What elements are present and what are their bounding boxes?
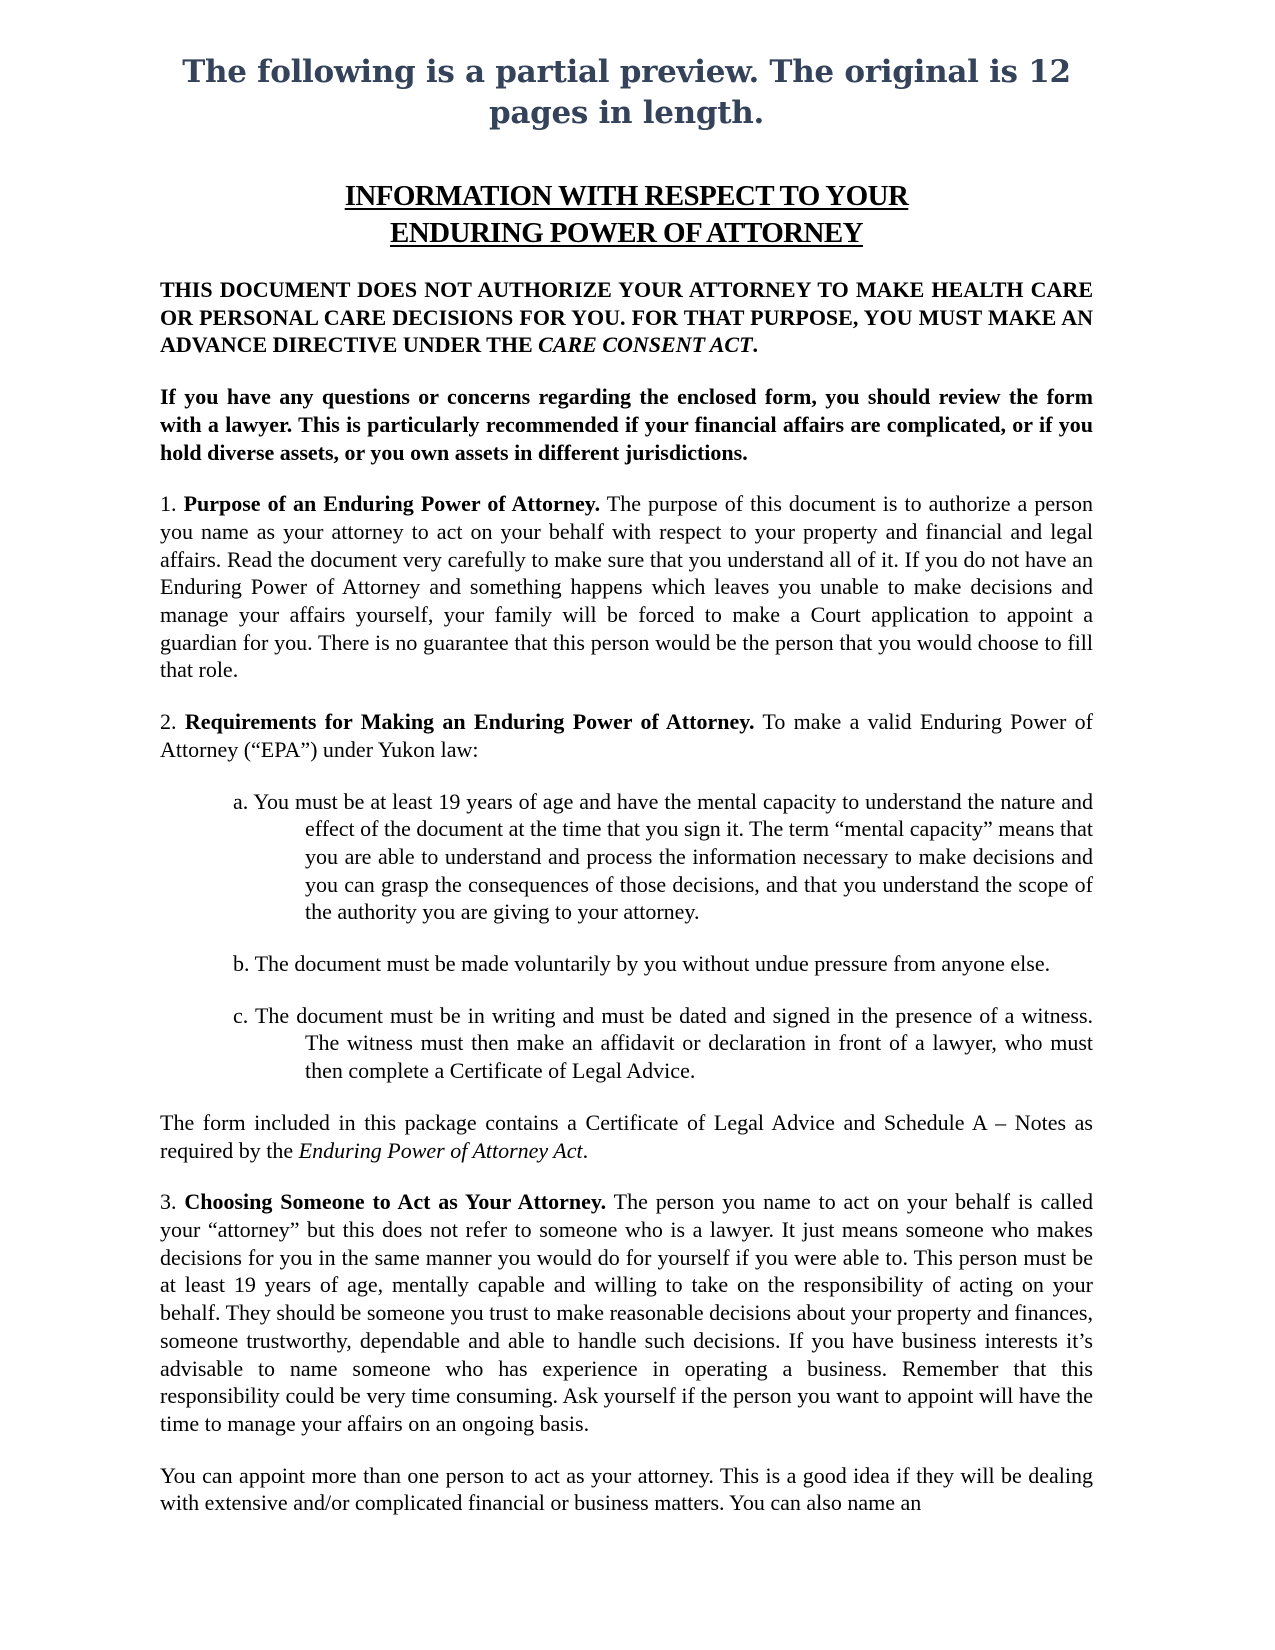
- document-heading-line-1: INFORMATION WITH RESPECT TO YOUR: [344, 180, 909, 212]
- section-1-text: The purpose of this document is to authorize a person you name as your attorney to act on your behalf with respect to your property and financial and legal affairs. Read the document very carefully to make sure that you understand all of it. If you do not have an Enduring Power of Attorney and something happens which leaves you unable to make decisions and manage your affairs yourself, your family will be forced to make a Court application to appoint a guardian for you. There is no guarantee that this person would be the person that you would choose to fill that role.: [160, 491, 1093, 683]
- warning-period: .: [752, 332, 759, 358]
- section-2-text: To make a valid Enduring Power of Attorney (“EPA”) under Yukon law:: [160, 709, 1093, 762]
- care-consent-act-reference: CARE CONSENT ACT: [538, 332, 753, 358]
- warning-notice: [160, 276, 1093, 359]
- epa-act-reference: Enduring Power of Attorney Act: [298, 1137, 583, 1163]
- requirement-text-b: The document must be made voluntarily by you without undue pressure from anyone else.: [254, 951, 1051, 977]
- requirement-text-c: The document must be in writing and must be dated and signed in the presence of a witness. The witness must then make an affidavit or declaration in front of a lawyer, who must then complete a Certificate of Legal Advice.: [254, 1002, 1094, 1084]
- section-1-number: 1.: [160, 491, 177, 517]
- section-3-title: Choosing Someone to Act as Your Attorney.: [184, 1189, 607, 1215]
- section-2: [160, 708, 1093, 763]
- requirement-marker-b: b.: [233, 951, 250, 977]
- document-heading-line-2: ENDURING POWER OF ATTORNEY: [390, 217, 863, 249]
- section-2-followup-period: .: [582, 1137, 589, 1163]
- section-1-title: Purpose of an Enduring Power of Attorney.: [183, 491, 601, 517]
- requirement-marker-a: a.: [233, 788, 249, 814]
- section-3: [160, 1188, 1093, 1437]
- document-heading: [160, 178, 1093, 252]
- requirement-item-c: [160, 1002, 1093, 1085]
- preview-banner: The following is a partial preview. The original is 12 pages in length.: [182, 54, 1071, 131]
- requirements-list: [160, 788, 1093, 1085]
- requirement-item-b: [160, 950, 1093, 978]
- warning-text: THIS DOCUMENT DOES NOT AUTHORIZE YOUR ATTORNEY TO MAKE HEALTH CARE OR PERSONAL CARE DECISIONS FOR YOU. FOR THAT PURPOSE, YOU MUST MAKE AN ADVANCE DIRECTIVE UNDER THE: [160, 277, 1093, 358]
- section-2-followup: [160, 1109, 1093, 1164]
- section-3-text: The person you name to act on your behalf is called your “attorney” but this does not refer to someone who is a lawyer. It just means someone who makes decisions for you in the same manner you would do for yourself if you were able to. This person must be at least 19 years of age, mentally capable and willing to take on the responsibility of acting on your behalf. They should be someone you trust to make reasonable decisions about your property and finances, someone trustworthy, dependable and able to handle such decisions. If you have business interests it’s advisable to name someone who has experience in operating a business. Remember that this responsibility could be very time consuming. Ask yourself if the person you want to appoint will have the time to manage your affairs on an ongoing basis.: [160, 1189, 1093, 1436]
- requirement-item-a: [160, 788, 1093, 927]
- document-body: [160, 276, 1093, 1541]
- section-2-followup-text: The form included in this package contains a Certificate of Legal Advice and Schedule A – Notes as required by the: [160, 1109, 1093, 1163]
- section-2-number: 2.: [160, 709, 177, 735]
- requirement-marker-c: c.: [233, 1002, 249, 1028]
- section-3-followup: You can appoint more than one person to act as your attorney. This is a good idea if they will be dealing with extensive and/or complicated financial or business matters. You can also name an: [160, 1462, 1093, 1516]
- legal-advice-notice: If you have any questions or concerns regarding the enclosed form, you should review the form with a lawyer. This is particularly recommended if your financial affairs are complicated, or if you hold diverse assets, or you own assets in different jurisdictions.: [160, 384, 1093, 465]
- section-1: [160, 490, 1093, 684]
- section-2-title: Requirements for Making an Enduring Power of Attorney.: [184, 709, 755, 735]
- section-3-number: 3.: [160, 1189, 177, 1215]
- requirement-text-a: You must be at least 19 years of age and have the mental capacity to understand the nature and effect of the document at the time that you sign it. The term “mental capacity” means that you are able to understand and process the information necessary to make decisions and you can grasp the consequences of those decisions, and that you understand the scope of the authority you are giving to your attorney.: [253, 788, 1093, 925]
